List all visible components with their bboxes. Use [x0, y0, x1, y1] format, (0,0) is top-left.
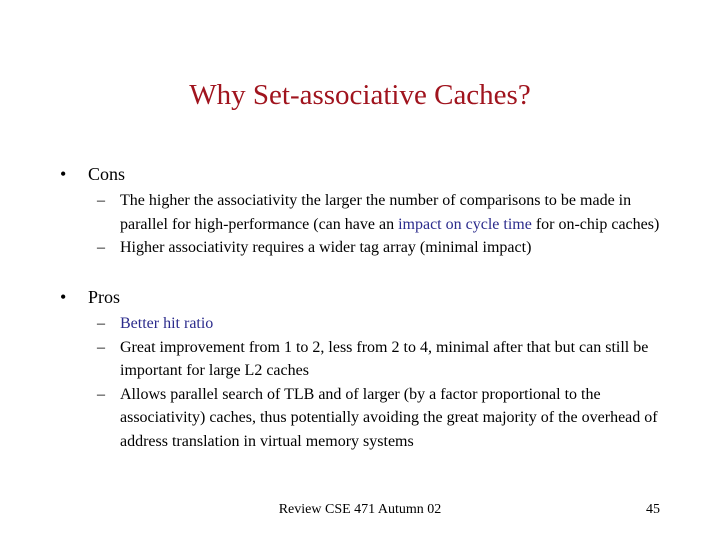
bullet-pros-label: Pros: [88, 287, 121, 307]
dash-marker: –: [97, 338, 105, 356]
bullet-cons-label: Cons: [88, 164, 126, 184]
pros-item-3: [0, 383, 720, 454]
dash-marker: –: [97, 315, 105, 332]
dash-marker: –: [97, 192, 105, 209]
pros-item-2: [0, 336, 720, 383]
cons-item-2-text: Higher associativity requires a wider tag array (minimal impact): [120, 239, 532, 256]
cons-item-1: [0, 189, 720, 236]
dash-marker: –: [97, 239, 105, 256]
dash-marker: –: [97, 385, 105, 403]
cons-item-1-text-a: The higher the associativity the larger the number of comparisons to be made in parallel for high-performance (can have an: [120, 192, 632, 233]
cons-item-1-highlight: impact on cycle time: [398, 215, 532, 233]
pros-item-1-highlight: Better hit ratio: [120, 315, 214, 332]
pros-item-3-text: Allows parallel search of TLB and of larger (by a factor proportional to the associativity) caches, thus potentially avoiding the great majority of the overhead of address translation in virtual memory systems: [120, 385, 658, 450]
cons-item-1-text: [120, 189, 660, 236]
page-number: 45: [646, 502, 660, 517]
pros-list: [0, 312, 720, 453]
cons-item-2: [0, 236, 720, 260]
cons-item-1-text-b: for on-chip caches): [531, 215, 660, 233]
pros-item-1: [0, 312, 720, 336]
bullet-marker: •: [60, 164, 67, 184]
bullet-marker: •: [60, 287, 67, 307]
slide-title: Why Set-associative Caches?: [189, 79, 531, 111]
footer-course: Review CSE 471 Autumn 02: [278, 502, 442, 517]
pros-item-2-text: Great improvement from 1 to 2, less from 2 to 4, minimal after that but can still be important for large L2 caches: [120, 338, 649, 379]
cons-list: [0, 189, 720, 260]
